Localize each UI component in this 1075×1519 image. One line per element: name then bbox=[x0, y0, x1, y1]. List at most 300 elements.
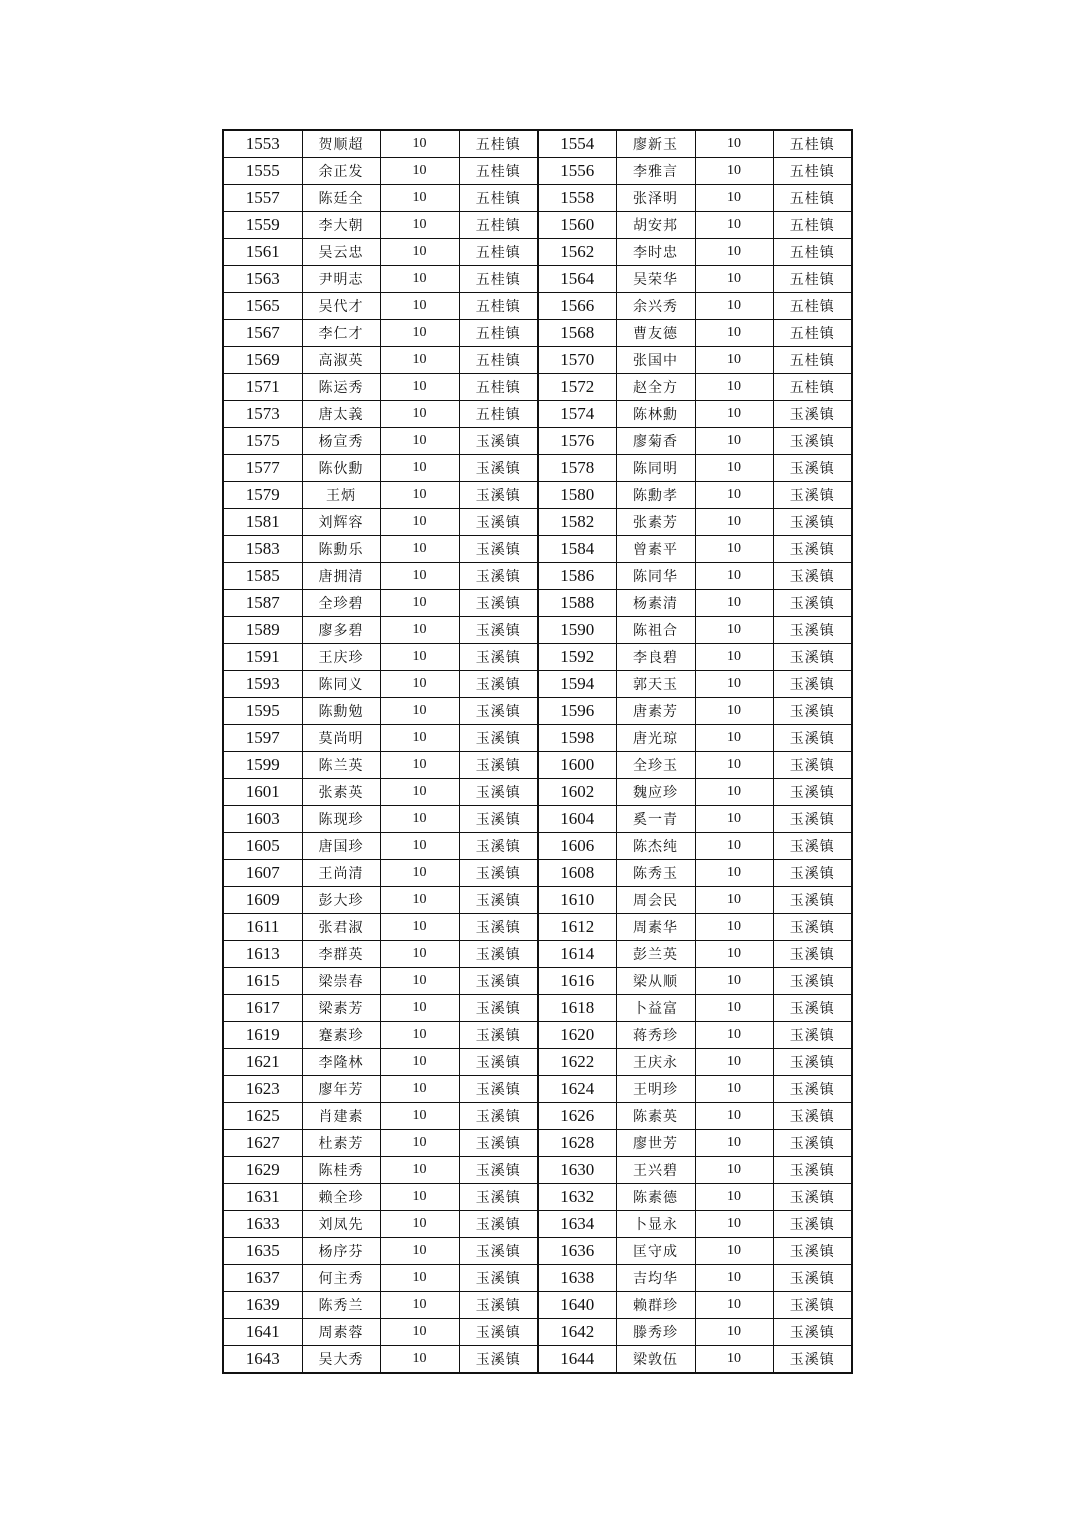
amount-cell: 10 bbox=[380, 833, 459, 860]
entry-number-cell: 1590 bbox=[538, 617, 616, 644]
person-name-cell: 王庆永 bbox=[616, 1049, 695, 1076]
amount-cell: 10 bbox=[695, 1049, 773, 1076]
town-name-cell: 五桂镇 bbox=[459, 185, 538, 212]
town-name-cell: 五桂镇 bbox=[773, 293, 852, 320]
amount-cell: 10 bbox=[695, 1292, 773, 1319]
person-name-cell: 周会民 bbox=[616, 887, 695, 914]
entry-number-cell: 1557 bbox=[223, 185, 302, 212]
table-row bbox=[223, 968, 852, 995]
amount-cell: 10 bbox=[380, 752, 459, 779]
amount-cell: 10 bbox=[380, 887, 459, 914]
person-name-cell: 陈杰纯 bbox=[616, 833, 695, 860]
person-name-cell: 梁素芳 bbox=[302, 995, 380, 1022]
town-name-cell: 玉溪镇 bbox=[773, 1211, 852, 1238]
entry-number-cell: 1556 bbox=[538, 158, 616, 185]
town-name-cell: 玉溪镇 bbox=[773, 1184, 852, 1211]
entry-number-cell: 1629 bbox=[223, 1157, 302, 1184]
amount-cell: 10 bbox=[695, 725, 773, 752]
entry-number-cell: 1558 bbox=[538, 185, 616, 212]
entry-number-cell: 1615 bbox=[223, 968, 302, 995]
person-name-cell: 吴荣华 bbox=[616, 266, 695, 293]
person-name-cell: 魏应珍 bbox=[616, 779, 695, 806]
table-row bbox=[223, 536, 852, 563]
person-name-cell: 陈林勳 bbox=[616, 401, 695, 428]
person-name-cell: 廖菊香 bbox=[616, 428, 695, 455]
table-row bbox=[223, 509, 852, 536]
person-name-cell: 李大朝 bbox=[302, 212, 380, 239]
entry-number-cell: 1591 bbox=[223, 644, 302, 671]
town-name-cell: 玉溪镇 bbox=[773, 833, 852, 860]
person-name-cell: 彭大珍 bbox=[302, 887, 380, 914]
person-name-cell: 王明珍 bbox=[616, 1076, 695, 1103]
person-name-cell: 陈现珍 bbox=[302, 806, 380, 833]
town-name-cell: 玉溪镇 bbox=[459, 1049, 538, 1076]
amount-cell: 10 bbox=[380, 671, 459, 698]
person-name-cell: 滕秀珍 bbox=[616, 1319, 695, 1346]
table-row bbox=[223, 1346, 852, 1374]
table-row bbox=[223, 1238, 852, 1265]
person-name-cell: 李时忠 bbox=[616, 239, 695, 266]
roster-body bbox=[223, 130, 852, 1373]
entry-number-cell: 1603 bbox=[223, 806, 302, 833]
person-name-cell: 张国中 bbox=[616, 347, 695, 374]
amount-cell: 10 bbox=[695, 130, 773, 158]
town-name-cell: 玉溪镇 bbox=[773, 698, 852, 725]
entry-number-cell: 1627 bbox=[223, 1130, 302, 1157]
entry-number-cell: 1584 bbox=[538, 536, 616, 563]
town-name-cell: 玉溪镇 bbox=[459, 1319, 538, 1346]
entry-number-cell: 1600 bbox=[538, 752, 616, 779]
town-name-cell: 玉溪镇 bbox=[459, 995, 538, 1022]
town-name-cell: 玉溪镇 bbox=[773, 1265, 852, 1292]
town-name-cell: 玉溪镇 bbox=[459, 779, 538, 806]
amount-cell: 10 bbox=[380, 455, 459, 482]
person-name-cell: 陈桂秀 bbox=[302, 1157, 380, 1184]
person-name-cell: 唐素芳 bbox=[616, 698, 695, 725]
entry-number-cell: 1625 bbox=[223, 1103, 302, 1130]
amount-cell: 10 bbox=[695, 1022, 773, 1049]
amount-cell: 10 bbox=[380, 1319, 459, 1346]
entry-number-cell: 1616 bbox=[538, 968, 616, 995]
town-name-cell: 玉溪镇 bbox=[773, 725, 852, 752]
person-name-cell: 杜素芳 bbox=[302, 1130, 380, 1157]
entry-number-cell: 1634 bbox=[538, 1211, 616, 1238]
person-name-cell: 卜益富 bbox=[616, 995, 695, 1022]
entry-number-cell: 1572 bbox=[538, 374, 616, 401]
person-name-cell: 余正发 bbox=[302, 158, 380, 185]
amount-cell: 10 bbox=[380, 1211, 459, 1238]
person-name-cell: 陈廷全 bbox=[302, 185, 380, 212]
town-name-cell: 玉溪镇 bbox=[459, 806, 538, 833]
table-row bbox=[223, 617, 852, 644]
town-name-cell: 五桂镇 bbox=[459, 374, 538, 401]
town-name-cell: 玉溪镇 bbox=[773, 806, 852, 833]
entry-number-cell: 1609 bbox=[223, 887, 302, 914]
entry-number-cell: 1560 bbox=[538, 212, 616, 239]
person-name-cell: 赖全珍 bbox=[302, 1184, 380, 1211]
person-name-cell: 张素英 bbox=[302, 779, 380, 806]
table-row bbox=[223, 374, 852, 401]
entry-number-cell: 1608 bbox=[538, 860, 616, 887]
entry-number-cell: 1585 bbox=[223, 563, 302, 590]
amount-cell: 10 bbox=[380, 1238, 459, 1265]
town-name-cell: 玉溪镇 bbox=[459, 725, 538, 752]
town-name-cell: 玉溪镇 bbox=[773, 941, 852, 968]
town-name-cell: 玉溪镇 bbox=[773, 995, 852, 1022]
table-row bbox=[223, 212, 852, 239]
town-name-cell: 五桂镇 bbox=[773, 347, 852, 374]
person-name-cell: 李雅言 bbox=[616, 158, 695, 185]
entry-number-cell: 1569 bbox=[223, 347, 302, 374]
amount-cell: 10 bbox=[380, 1022, 459, 1049]
entry-number-cell: 1559 bbox=[223, 212, 302, 239]
table-row bbox=[223, 1049, 852, 1076]
amount-cell: 10 bbox=[380, 1265, 459, 1292]
town-name-cell: 玉溪镇 bbox=[773, 1103, 852, 1130]
entry-number-cell: 1587 bbox=[223, 590, 302, 617]
table-row bbox=[223, 860, 852, 887]
town-name-cell: 五桂镇 bbox=[773, 185, 852, 212]
amount-cell: 10 bbox=[380, 725, 459, 752]
amount-cell: 10 bbox=[695, 914, 773, 941]
amount-cell: 10 bbox=[380, 509, 459, 536]
entry-number-cell: 1624 bbox=[538, 1076, 616, 1103]
town-name-cell: 玉溪镇 bbox=[773, 1319, 852, 1346]
amount-cell: 10 bbox=[695, 698, 773, 725]
person-name-cell: 廖年芳 bbox=[302, 1076, 380, 1103]
town-name-cell: 玉溪镇 bbox=[459, 968, 538, 995]
entry-number-cell: 1573 bbox=[223, 401, 302, 428]
person-name-cell: 曹友德 bbox=[616, 320, 695, 347]
town-name-cell: 五桂镇 bbox=[459, 239, 538, 266]
table-row bbox=[223, 158, 852, 185]
entry-number-cell: 1643 bbox=[223, 1346, 302, 1374]
person-name-cell: 杨宣秀 bbox=[302, 428, 380, 455]
entry-number-cell: 1568 bbox=[538, 320, 616, 347]
town-name-cell: 玉溪镇 bbox=[459, 1346, 538, 1374]
town-name-cell: 玉溪镇 bbox=[773, 1157, 852, 1184]
entry-number-cell: 1617 bbox=[223, 995, 302, 1022]
entry-number-cell: 1626 bbox=[538, 1103, 616, 1130]
town-name-cell: 玉溪镇 bbox=[773, 509, 852, 536]
table-row bbox=[223, 1157, 852, 1184]
entry-number-cell: 1594 bbox=[538, 671, 616, 698]
amount-cell: 10 bbox=[695, 1076, 773, 1103]
table-row bbox=[223, 752, 852, 779]
table-row bbox=[223, 806, 852, 833]
amount-cell: 10 bbox=[380, 941, 459, 968]
entry-number-cell: 1553 bbox=[223, 130, 302, 158]
table-row bbox=[223, 239, 852, 266]
town-name-cell: 五桂镇 bbox=[773, 158, 852, 185]
table-row bbox=[223, 320, 852, 347]
entry-number-cell: 1575 bbox=[223, 428, 302, 455]
amount-cell: 10 bbox=[380, 860, 459, 887]
entry-number-cell: 1606 bbox=[538, 833, 616, 860]
person-name-cell: 张素芳 bbox=[616, 509, 695, 536]
amount-cell: 10 bbox=[695, 455, 773, 482]
town-name-cell: 五桂镇 bbox=[459, 293, 538, 320]
table-row bbox=[223, 1292, 852, 1319]
town-name-cell: 玉溪镇 bbox=[459, 1157, 538, 1184]
amount-cell: 10 bbox=[380, 914, 459, 941]
amount-cell: 10 bbox=[695, 374, 773, 401]
entry-number-cell: 1586 bbox=[538, 563, 616, 590]
entry-number-cell: 1592 bbox=[538, 644, 616, 671]
amount-cell: 10 bbox=[380, 185, 459, 212]
table-row bbox=[223, 347, 852, 374]
person-name-cell: 梁崇春 bbox=[302, 968, 380, 995]
person-name-cell: 蹇素珍 bbox=[302, 1022, 380, 1049]
entry-number-cell: 1577 bbox=[223, 455, 302, 482]
person-name-cell: 陈素英 bbox=[616, 1103, 695, 1130]
table-row bbox=[223, 428, 852, 455]
table-row bbox=[223, 941, 852, 968]
amount-cell: 10 bbox=[380, 266, 459, 293]
person-name-cell: 唐太義 bbox=[302, 401, 380, 428]
entry-number-cell: 1605 bbox=[223, 833, 302, 860]
person-name-cell: 张泽明 bbox=[616, 185, 695, 212]
amount-cell: 10 bbox=[695, 833, 773, 860]
entry-number-cell: 1607 bbox=[223, 860, 302, 887]
entry-number-cell: 1633 bbox=[223, 1211, 302, 1238]
amount-cell: 10 bbox=[380, 1049, 459, 1076]
town-name-cell: 玉溪镇 bbox=[459, 482, 538, 509]
table-row bbox=[223, 185, 852, 212]
person-name-cell: 王兴碧 bbox=[616, 1157, 695, 1184]
entry-number-cell: 1640 bbox=[538, 1292, 616, 1319]
entry-number-cell: 1602 bbox=[538, 779, 616, 806]
entry-number-cell: 1642 bbox=[538, 1319, 616, 1346]
person-name-cell: 陈同华 bbox=[616, 563, 695, 590]
town-name-cell: 玉溪镇 bbox=[773, 563, 852, 590]
town-name-cell: 玉溪镇 bbox=[773, 617, 852, 644]
town-name-cell: 玉溪镇 bbox=[773, 590, 852, 617]
amount-cell: 10 bbox=[380, 1130, 459, 1157]
town-name-cell: 玉溪镇 bbox=[773, 671, 852, 698]
amount-cell: 10 bbox=[695, 428, 773, 455]
amount-cell: 10 bbox=[695, 1319, 773, 1346]
entry-number-cell: 1567 bbox=[223, 320, 302, 347]
amount-cell: 10 bbox=[380, 401, 459, 428]
table-row bbox=[223, 644, 852, 671]
person-name-cell: 陈祖合 bbox=[616, 617, 695, 644]
amount-cell: 10 bbox=[695, 1184, 773, 1211]
person-name-cell: 陈同义 bbox=[302, 671, 380, 698]
person-name-cell: 彭兰英 bbox=[616, 941, 695, 968]
person-name-cell: 陈秀兰 bbox=[302, 1292, 380, 1319]
town-name-cell: 玉溪镇 bbox=[459, 455, 538, 482]
entry-number-cell: 1639 bbox=[223, 1292, 302, 1319]
person-name-cell: 贺顺超 bbox=[302, 130, 380, 158]
entry-number-cell: 1638 bbox=[538, 1265, 616, 1292]
person-name-cell: 廖新玉 bbox=[616, 130, 695, 158]
amount-cell: 10 bbox=[695, 1211, 773, 1238]
amount-cell: 10 bbox=[695, 995, 773, 1022]
entry-number-cell: 1619 bbox=[223, 1022, 302, 1049]
person-name-cell: 奚一青 bbox=[616, 806, 695, 833]
town-name-cell: 五桂镇 bbox=[773, 266, 852, 293]
entry-number-cell: 1596 bbox=[538, 698, 616, 725]
person-name-cell: 陈同明 bbox=[616, 455, 695, 482]
entry-number-cell: 1583 bbox=[223, 536, 302, 563]
person-name-cell: 周素蓉 bbox=[302, 1319, 380, 1346]
town-name-cell: 五桂镇 bbox=[773, 239, 852, 266]
amount-cell: 10 bbox=[695, 1238, 773, 1265]
table-row bbox=[223, 266, 852, 293]
amount-cell: 10 bbox=[695, 671, 773, 698]
table-row bbox=[223, 590, 852, 617]
table-row bbox=[223, 482, 852, 509]
town-name-cell: 五桂镇 bbox=[773, 374, 852, 401]
person-name-cell: 全珍碧 bbox=[302, 590, 380, 617]
entry-number-cell: 1565 bbox=[223, 293, 302, 320]
town-name-cell: 玉溪镇 bbox=[459, 1076, 538, 1103]
entry-number-cell: 1601 bbox=[223, 779, 302, 806]
person-name-cell: 余兴秀 bbox=[616, 293, 695, 320]
town-name-cell: 玉溪镇 bbox=[459, 1292, 538, 1319]
town-name-cell: 玉溪镇 bbox=[773, 1130, 852, 1157]
town-name-cell: 五桂镇 bbox=[459, 320, 538, 347]
town-name-cell: 玉溪镇 bbox=[773, 752, 852, 779]
town-name-cell: 玉溪镇 bbox=[459, 509, 538, 536]
person-name-cell: 吴大秀 bbox=[302, 1346, 380, 1374]
amount-cell: 10 bbox=[695, 590, 773, 617]
amount-cell: 10 bbox=[695, 212, 773, 239]
entry-number-cell: 1582 bbox=[538, 509, 616, 536]
town-name-cell: 玉溪镇 bbox=[459, 1130, 538, 1157]
town-name-cell: 玉溪镇 bbox=[773, 1076, 852, 1103]
town-name-cell: 玉溪镇 bbox=[459, 1103, 538, 1130]
person-name-cell: 尹明志 bbox=[302, 266, 380, 293]
entry-number-cell: 1598 bbox=[538, 725, 616, 752]
person-name-cell: 赵全方 bbox=[616, 374, 695, 401]
amount-cell: 10 bbox=[380, 482, 459, 509]
table-row bbox=[223, 995, 852, 1022]
amount-cell: 10 bbox=[695, 617, 773, 644]
town-name-cell: 玉溪镇 bbox=[773, 779, 852, 806]
town-name-cell: 五桂镇 bbox=[459, 130, 538, 158]
person-name-cell: 王炳 bbox=[302, 482, 380, 509]
town-name-cell: 五桂镇 bbox=[773, 212, 852, 239]
amount-cell: 10 bbox=[380, 779, 459, 806]
amount-cell: 10 bbox=[380, 617, 459, 644]
town-name-cell: 玉溪镇 bbox=[773, 1346, 852, 1374]
amount-cell: 10 bbox=[695, 536, 773, 563]
table-row bbox=[223, 833, 852, 860]
town-name-cell: 玉溪镇 bbox=[773, 401, 852, 428]
amount-cell: 10 bbox=[695, 644, 773, 671]
entry-number-cell: 1564 bbox=[538, 266, 616, 293]
amount-cell: 10 bbox=[695, 320, 773, 347]
town-name-cell: 玉溪镇 bbox=[459, 941, 538, 968]
entry-number-cell: 1588 bbox=[538, 590, 616, 617]
table-row bbox=[223, 563, 852, 590]
entry-number-cell: 1574 bbox=[538, 401, 616, 428]
person-name-cell: 吴代才 bbox=[302, 293, 380, 320]
entry-number-cell: 1555 bbox=[223, 158, 302, 185]
amount-cell: 10 bbox=[380, 1103, 459, 1130]
table-row bbox=[223, 293, 852, 320]
town-name-cell: 玉溪镇 bbox=[773, 644, 852, 671]
amount-cell: 10 bbox=[380, 1076, 459, 1103]
town-name-cell: 玉溪镇 bbox=[459, 914, 538, 941]
town-name-cell: 五桂镇 bbox=[459, 266, 538, 293]
table-row bbox=[223, 725, 852, 752]
town-name-cell: 玉溪镇 bbox=[773, 1238, 852, 1265]
amount-cell: 10 bbox=[380, 1346, 459, 1374]
person-name-cell: 陈秀玉 bbox=[616, 860, 695, 887]
person-name-cell: 杨素清 bbox=[616, 590, 695, 617]
amount-cell: 10 bbox=[695, 293, 773, 320]
amount-cell: 10 bbox=[380, 347, 459, 374]
table-row bbox=[223, 1184, 852, 1211]
amount-cell: 10 bbox=[695, 266, 773, 293]
amount-cell: 10 bbox=[380, 158, 459, 185]
amount-cell: 10 bbox=[695, 752, 773, 779]
entry-number-cell: 1571 bbox=[223, 374, 302, 401]
amount-cell: 10 bbox=[695, 509, 773, 536]
amount-cell: 10 bbox=[380, 644, 459, 671]
amount-cell: 10 bbox=[380, 563, 459, 590]
town-name-cell: 玉溪镇 bbox=[773, 860, 852, 887]
amount-cell: 10 bbox=[380, 806, 459, 833]
person-name-cell: 全珍玉 bbox=[616, 752, 695, 779]
table-row bbox=[223, 455, 852, 482]
person-name-cell: 唐拥清 bbox=[302, 563, 380, 590]
entry-number-cell: 1641 bbox=[223, 1319, 302, 1346]
entry-number-cell: 1599 bbox=[223, 752, 302, 779]
town-name-cell: 玉溪镇 bbox=[459, 1211, 538, 1238]
entry-number-cell: 1631 bbox=[223, 1184, 302, 1211]
town-name-cell: 玉溪镇 bbox=[773, 1049, 852, 1076]
entry-number-cell: 1563 bbox=[223, 266, 302, 293]
person-name-cell: 王尚清 bbox=[302, 860, 380, 887]
town-name-cell: 玉溪镇 bbox=[459, 1238, 538, 1265]
entry-number-cell: 1566 bbox=[538, 293, 616, 320]
town-name-cell: 玉溪镇 bbox=[773, 1022, 852, 1049]
table-row bbox=[223, 779, 852, 806]
entry-number-cell: 1621 bbox=[223, 1049, 302, 1076]
person-name-cell: 胡安邦 bbox=[616, 212, 695, 239]
amount-cell: 10 bbox=[695, 860, 773, 887]
entry-number-cell: 1589 bbox=[223, 617, 302, 644]
town-name-cell: 玉溪镇 bbox=[773, 428, 852, 455]
table-row bbox=[223, 1265, 852, 1292]
table-row bbox=[223, 887, 852, 914]
amount-cell: 10 bbox=[695, 347, 773, 374]
town-name-cell: 五桂镇 bbox=[459, 212, 538, 239]
entry-number-cell: 1618 bbox=[538, 995, 616, 1022]
roster-table bbox=[222, 129, 853, 1374]
entry-number-cell: 1644 bbox=[538, 1346, 616, 1374]
entry-number-cell: 1554 bbox=[538, 130, 616, 158]
amount-cell: 10 bbox=[380, 590, 459, 617]
person-name-cell: 曾素平 bbox=[616, 536, 695, 563]
town-name-cell: 玉溪镇 bbox=[459, 698, 538, 725]
entry-number-cell: 1578 bbox=[538, 455, 616, 482]
entry-number-cell: 1630 bbox=[538, 1157, 616, 1184]
entry-number-cell: 1562 bbox=[538, 239, 616, 266]
entry-number-cell: 1636 bbox=[538, 1238, 616, 1265]
amount-cell: 10 bbox=[695, 185, 773, 212]
person-name-cell: 何主秀 bbox=[302, 1265, 380, 1292]
town-name-cell: 玉溪镇 bbox=[459, 1184, 538, 1211]
person-name-cell: 刘凤先 bbox=[302, 1211, 380, 1238]
amount-cell: 10 bbox=[695, 401, 773, 428]
table-row bbox=[223, 1076, 852, 1103]
amount-cell: 10 bbox=[695, 1130, 773, 1157]
